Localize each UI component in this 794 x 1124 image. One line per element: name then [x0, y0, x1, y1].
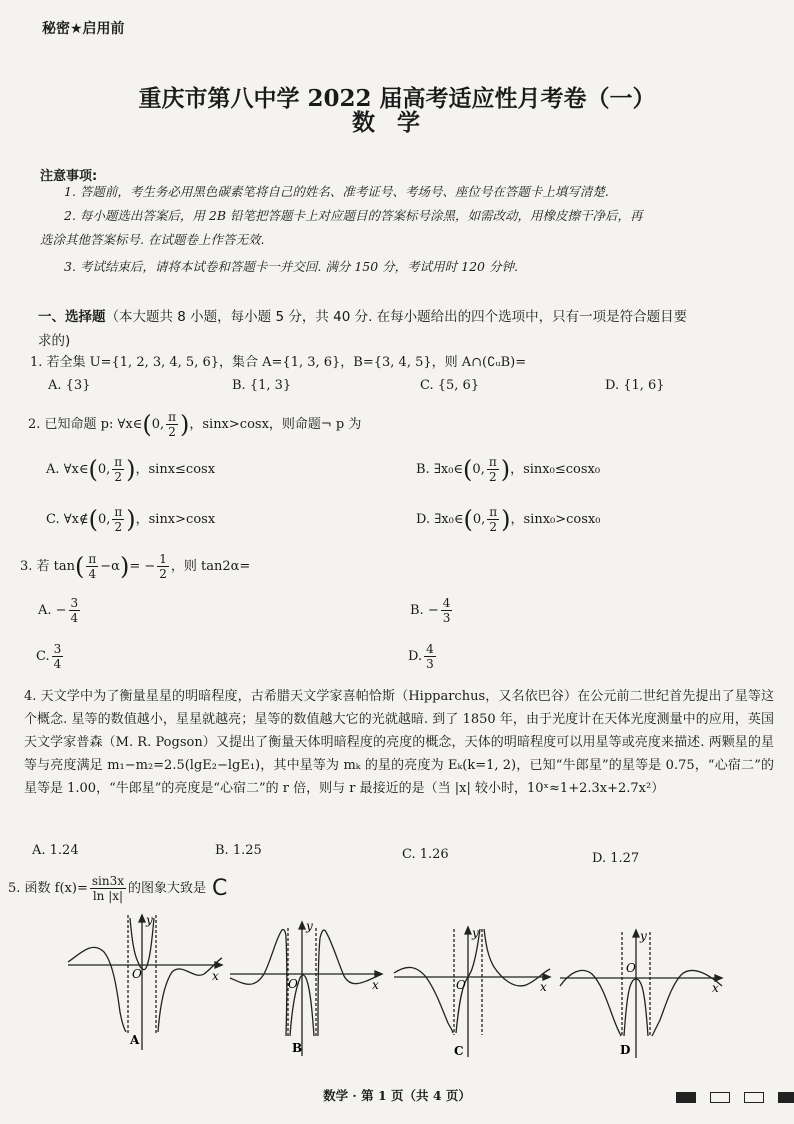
opt-label: D.: [408, 649, 423, 664]
x-label: x: [372, 978, 379, 992]
frac-den: 4: [53, 657, 62, 671]
marker-filled: [676, 1092, 696, 1103]
frac-den: 3: [442, 611, 451, 625]
q4-option-a: A. 1.24: [32, 843, 79, 858]
frac-num: sin3x: [91, 874, 124, 888]
q3-stem-pre: 3. 若 tan: [20, 559, 76, 574]
graph-a: [60, 910, 230, 1060]
frac-den: 2: [489, 520, 497, 534]
fraction: [86, 552, 98, 581]
fraction: [487, 455, 499, 484]
subject-title: 数学: [352, 109, 442, 136]
frac-num: 4: [442, 596, 451, 610]
fraction: [90, 874, 126, 903]
paren: ): [126, 455, 136, 484]
curve: [68, 947, 126, 1032]
interval-zero: 0,: [472, 462, 485, 477]
q2-option-c: [46, 505, 215, 534]
interval-zero: 0,: [151, 417, 165, 432]
q3-option-b: [410, 596, 454, 625]
frac-den: 4: [70, 611, 79, 625]
handwritten-answer: C: [212, 875, 228, 901]
q3-option-a: [38, 596, 82, 625]
y-arrow: [465, 927, 471, 934]
notice-item-2-cont: 选涂其他答案标号. 在试题卷上作答无效.: [40, 232, 265, 247]
y-label: y: [640, 929, 647, 943]
marker-empty: [710, 1092, 730, 1103]
notice-item-2: 2. 每小题选出答案后，用 2B 铅笔把答题卡上对应题目的答案标号涂黑，如需改动，用橡皮擦干净后，再: [64, 208, 643, 223]
paren: ): [501, 505, 511, 534]
equals: = −: [129, 559, 156, 574]
marker-filled: [778, 1092, 794, 1103]
section-heading: [38, 305, 773, 353]
frac-den: 4: [88, 567, 97, 581]
paren: ): [126, 505, 136, 534]
opt-post: ，sinx₀≤cosx₀: [510, 462, 601, 477]
frac-den: 2: [488, 470, 497, 484]
notice-item-3: 3. 考试结束后，请将本试卷和答题卡一并交回. 满分 150 分，考试用时 120 分钟.: [64, 259, 518, 274]
alpha: −α: [100, 559, 120, 574]
x-arrow: [215, 962, 222, 968]
frac-num: π: [114, 505, 123, 519]
fraction: [487, 505, 499, 534]
paren: (: [75, 552, 85, 581]
interval-zero: 0,: [97, 462, 111, 477]
fraction: [52, 642, 64, 671]
fraction: [112, 505, 124, 534]
graph-label-d: D: [620, 1043, 631, 1057]
q3-option-c: [36, 642, 65, 671]
frac-num: π: [168, 410, 176, 424]
frac-den: 2: [159, 567, 167, 581]
opt-pre: A. ∀x∈: [46, 462, 89, 477]
q3-stem: [20, 552, 250, 581]
fraction: [424, 642, 436, 671]
opt-pre: D. ∃x₀∈: [416, 512, 464, 527]
opt-post: ，sinx₀>cosx₀: [510, 512, 601, 527]
q4-stem: 4. 天文学中为了衡量星星的明暗程度，古希腊天文学家喜帕恰斯（Hipparchus，又名依巴谷）在公元前二世纪首先提出了星等这个概念. 星等的数值越小，星星就越亮；星等的数值越大它的光就越暗. 到了 1850 年，由于光度计在天体光度测量中的应用，英国天文学家普森（M. R. Pogson）又提出了衡量天体明暗程度的亮度的概念，天体的明暗程度可以用星等或亮度来描述. 两颗星的星等与亮度满足 m₁−m₂=2.5(lgE₂−lgE₁)，其中星等为 mₖ 的星的亮度为 Eₖ(k=1, 2)，已知“牛郎星”的星等是 0.75，“心宿二”的星等是 1.00，“牛郎星”的亮度是“心宿二”的 r 倍，则与 r 最接近的是（当 |x| 较小时，10ˣ≈1+2.3x+2.7x²）: [24, 689, 774, 796]
paren: (: [88, 505, 98, 534]
opt-label: A. −: [38, 603, 67, 618]
y-arrow: [299, 922, 305, 929]
x-label: x: [712, 981, 719, 995]
y-arrow: [139, 915, 145, 922]
frac-num: 3: [70, 596, 79, 610]
q1-option-a: A. {3}: [48, 378, 91, 393]
y-label: y: [472, 926, 479, 940]
page-footer: 数学 · 第 1 页（共 4 页）: [323, 1088, 471, 1103]
frac-num: π: [488, 455, 497, 469]
q3-option-d: [408, 642, 438, 671]
fraction: [441, 596, 453, 625]
origin-label: O: [456, 978, 466, 992]
section-desc: （本大题共 8 小题，每小题 5 分，共 40 分. 在每小题给出的四个选项中，只有一项是符合题目要: [105, 309, 688, 325]
origin-label: O: [132, 967, 142, 981]
q2-option-d: [416, 505, 600, 534]
opt-pre: B. ∃x₀∈: [416, 462, 464, 477]
q4-option-b: B. 1.25: [215, 843, 262, 858]
q1-option-c: C. {5, 6}: [420, 378, 480, 393]
interval-zero: 0,: [97, 512, 111, 527]
frac-num: π: [489, 505, 498, 519]
fraction: [69, 596, 81, 625]
opt-post: ，sinx≤cosx: [135, 462, 216, 477]
q2-stem-post: ，sinx>cosx，则命题¬ p 为: [189, 417, 362, 432]
x-label: x: [540, 980, 547, 994]
graph-c: [390, 925, 555, 1063]
x-arrow: [375, 971, 382, 977]
q5-stem: [8, 874, 227, 903]
paren: (: [463, 505, 473, 534]
interval-zero: 0,: [472, 512, 486, 527]
q1-stem: 1. 若全集 U={1, 2, 3, 4, 5, 6}，集合 A={1, 3, 6}，B={3, 4, 5}，则 A∩(∁ᵤB)=: [30, 355, 527, 370]
q5-stem-post: 的图象大致是: [128, 880, 207, 896]
q3-stem-post: ，则 tan2α=: [170, 559, 251, 574]
exam-title: 重庆市第八中学 2022 届高考适应性月考卷（一）: [138, 85, 656, 112]
frac-den: 2: [114, 470, 122, 484]
paren: (: [142, 410, 152, 439]
frac-num: π: [114, 455, 123, 469]
fraction: [157, 552, 169, 581]
section-desc-cont: 求的): [38, 333, 71, 349]
confidential-mark: 秘密★启用前: [42, 21, 125, 37]
y-label: y: [306, 919, 313, 933]
q2-option-a: [46, 455, 215, 484]
q4-option-d: D. 1.27: [592, 851, 640, 866]
graph-d: [556, 928, 726, 1064]
fraction: [112, 455, 124, 484]
paren: (: [88, 455, 98, 484]
paren: (: [463, 455, 473, 484]
graph-label-a: A: [130, 1033, 140, 1047]
opt-label: B. −: [410, 603, 439, 618]
x-label: x: [212, 969, 219, 983]
q2-option-b: [416, 455, 600, 484]
frac-num: 4: [426, 642, 434, 656]
q2-stem-pre: 2. 已知命题 p: ∀x∈: [28, 417, 143, 432]
page-markers: [676, 1092, 794, 1103]
opt-label: C.: [36, 649, 50, 664]
curve: [230, 929, 287, 1036]
frac-num: 3: [53, 642, 62, 656]
q4-option-c: C. 1.26: [402, 847, 449, 862]
opt-post: ，sinx>cosx: [135, 512, 216, 527]
frac-den: 2: [168, 425, 176, 439]
graph-label-b: B: [292, 1041, 303, 1055]
notice-heading: 注意事项:: [40, 169, 98, 184]
origin-label: O: [626, 961, 636, 975]
paren: ): [500, 455, 511, 484]
paren: ): [119, 552, 130, 581]
frac-den: 3: [426, 657, 434, 671]
notice-item-1: 1. 答题前，考生务必用黑色碳素笔将自己的姓名、准考证号、考场号、座位号在答题卡上填写清楚.: [64, 184, 609, 199]
frac-num: 1: [159, 552, 167, 566]
graph-label-c: C: [454, 1044, 464, 1058]
q5-stem-pre: 5. 函数 f(x)=: [8, 880, 88, 896]
graph-b: [226, 918, 386, 1058]
curve: [560, 970, 621, 1036]
frac-den: 2: [114, 520, 123, 534]
fraction: [166, 410, 178, 439]
y-arrow: [633, 930, 639, 937]
frac-den: ln |x|: [92, 889, 124, 903]
paren: ): [179, 410, 190, 439]
q2-stem: [28, 410, 361, 439]
q1-option-d: D. {1, 6}: [605, 378, 665, 393]
opt-pre: C. ∀x∉: [46, 512, 89, 527]
q1-option-b: B. {1, 3}: [232, 378, 292, 393]
section-label: 一、选择题: [38, 309, 106, 325]
marker-empty: [744, 1092, 764, 1103]
y-label: y: [146, 913, 153, 927]
origin-label: O: [288, 977, 298, 991]
frac-num: π: [88, 552, 97, 566]
